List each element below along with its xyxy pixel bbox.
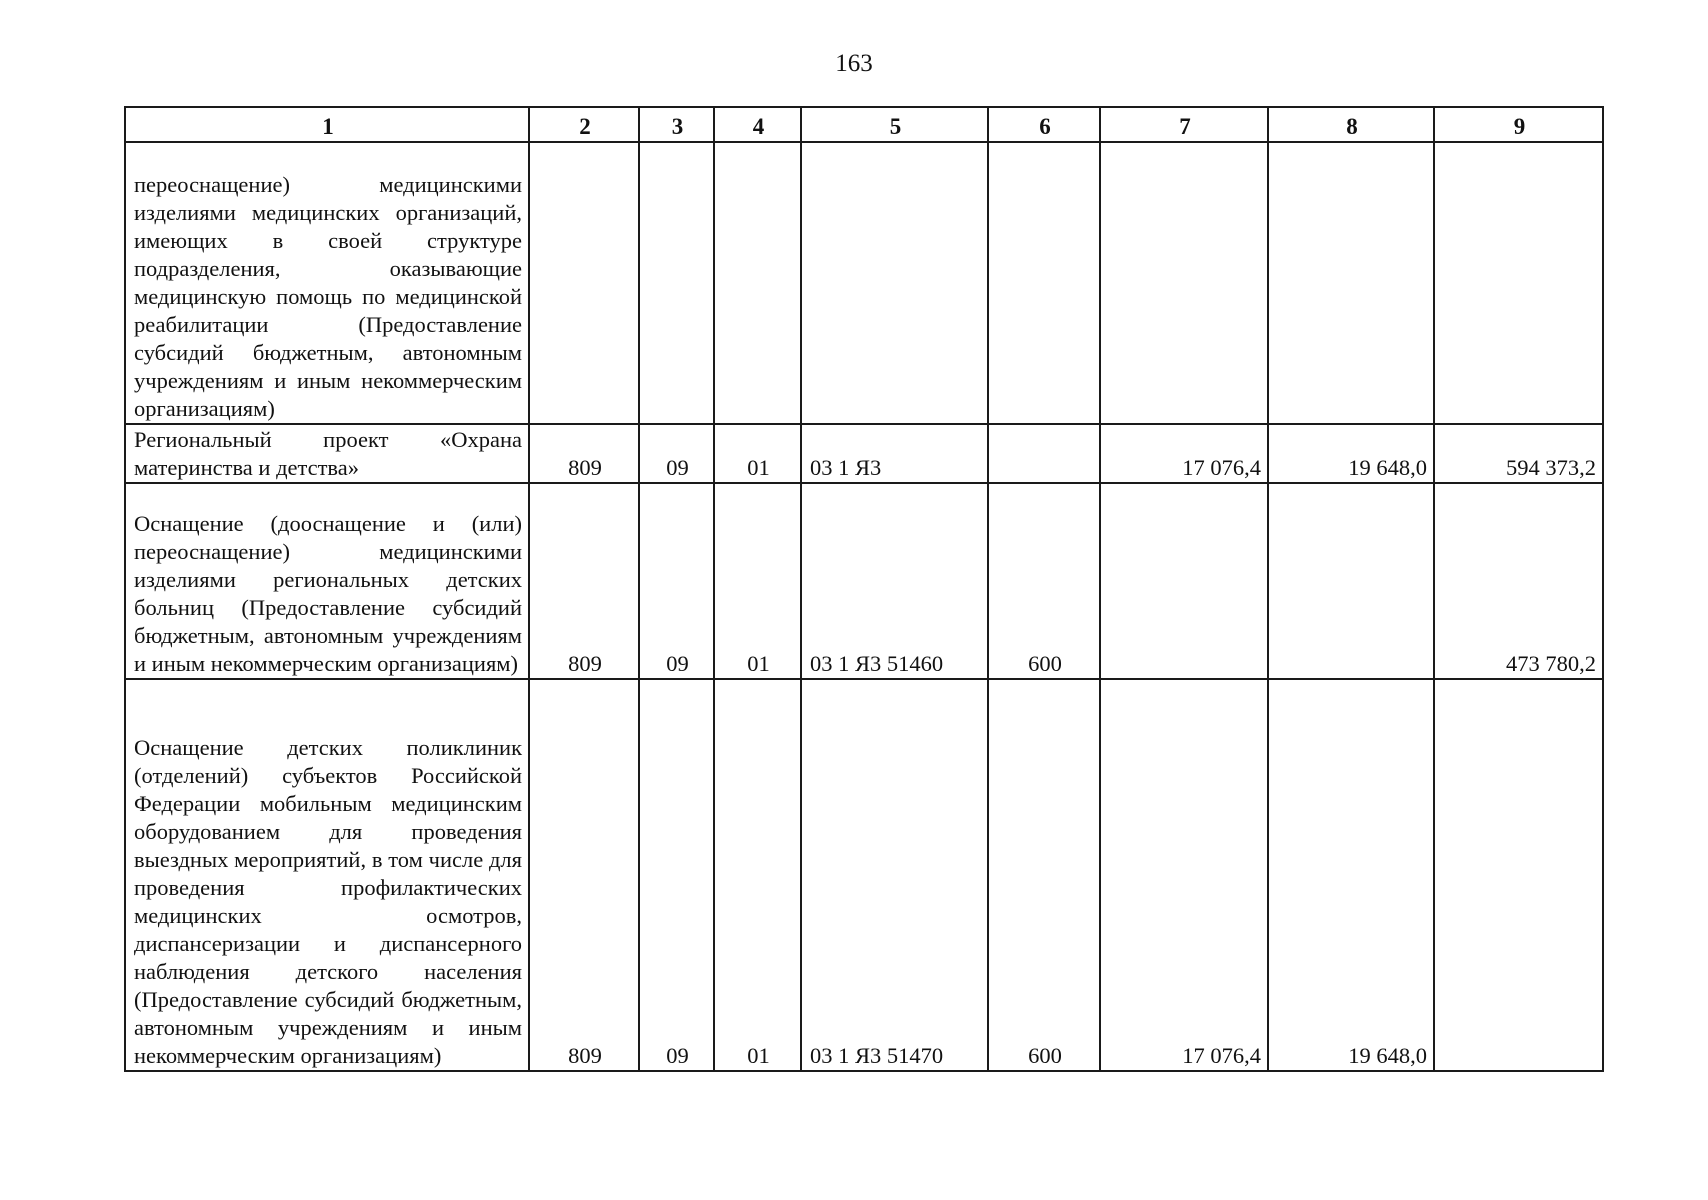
header-row [125, 107, 1603, 142]
header-col-2: 2 [529, 107, 639, 142]
cell-col-4 [714, 142, 801, 424]
cell-col-7 [1100, 483, 1268, 679]
row-description: переоснащение) медицинскими изделиями медицинских организаций, имеющих в своей структуре подразделения, оказывающие медицинскую помощь по медицинской реабилитации (Предоставление субсидий бюджетным, автономным учреждениям и иным некоммерческим организациям) [125, 142, 529, 424]
cell-col-3: 09 [639, 679, 714, 1071]
cell-col-2: 809 [529, 679, 639, 1071]
cell-col-2 [529, 142, 639, 424]
cell-col-6: 600 [988, 483, 1100, 679]
cell-col-3 [639, 142, 714, 424]
cell-col-6 [988, 424, 1100, 483]
cell-col-4: 01 [714, 483, 801, 679]
cell-col-8 [1268, 483, 1434, 679]
header-col-8: 8 [1268, 107, 1434, 142]
cell-col-9: 594 373,2 [1434, 424, 1603, 483]
header-col-9: 9 [1434, 107, 1603, 142]
cell-col-9 [1434, 679, 1603, 1071]
table-row [125, 483, 1603, 679]
cell-col-5: 03 1 Я3 [801, 424, 988, 483]
header-col-3: 3 [639, 107, 714, 142]
cell-col-8 [1268, 142, 1434, 424]
cell-col-2: 809 [529, 424, 639, 483]
budget-table [124, 106, 1604, 1072]
header-col-5: 5 [801, 107, 988, 142]
cell-col-9 [1434, 142, 1603, 424]
cell-col-2: 809 [529, 483, 639, 679]
cell-col-8: 19 648,0 [1268, 679, 1434, 1071]
table-row [125, 142, 1603, 424]
cell-col-5: 03 1 Я3 51470 [801, 679, 988, 1071]
row-description: Региональный проект «Охрана материнства и детства» [125, 424, 529, 483]
cell-col-8: 19 648,0 [1268, 424, 1434, 483]
header-col-1: 1 [125, 107, 529, 142]
cell-col-9: 473 780,2 [1434, 483, 1603, 679]
row-description: Оснащение детских поликлиник (отделений) субъектов Российской Федерации мобильным медицинским оборудованием для проведения выездных мероприятий, в том числе для проведения профилактических медицинских осмотров, диспансеризации и диспансерного наблюдения детского населения (Предоставление субсидий бюджетным, автономным учреждениям и иным некоммерческим организациям) [125, 679, 529, 1071]
cell-col-4: 01 [714, 424, 801, 483]
page-number: 163 [835, 50, 873, 77]
header-col-4: 4 [714, 107, 801, 142]
cell-col-6 [988, 142, 1100, 424]
cell-col-7: 17 076,4 [1100, 679, 1268, 1071]
cell-col-6: 600 [988, 679, 1100, 1071]
cell-col-4: 01 [714, 679, 801, 1071]
cell-col-7 [1100, 142, 1268, 424]
table-row [125, 424, 1603, 483]
cell-col-7: 17 076,4 [1100, 424, 1268, 483]
header-col-7: 7 [1100, 107, 1268, 142]
table-row [125, 679, 1603, 1071]
cell-col-5 [801, 142, 988, 424]
cell-col-3: 09 [639, 483, 714, 679]
row-description: Оснащение (дооснащение и (или) переоснащение) медицинскими изделиями региональных детских больниц (Предоставление субсидий бюджетным, автономным учреждениям и иным некоммерческим организациям) [125, 483, 529, 679]
cell-col-5: 03 1 Я3 51460 [801, 483, 988, 679]
header-col-6: 6 [988, 107, 1100, 142]
cell-col-3: 09 [639, 424, 714, 483]
